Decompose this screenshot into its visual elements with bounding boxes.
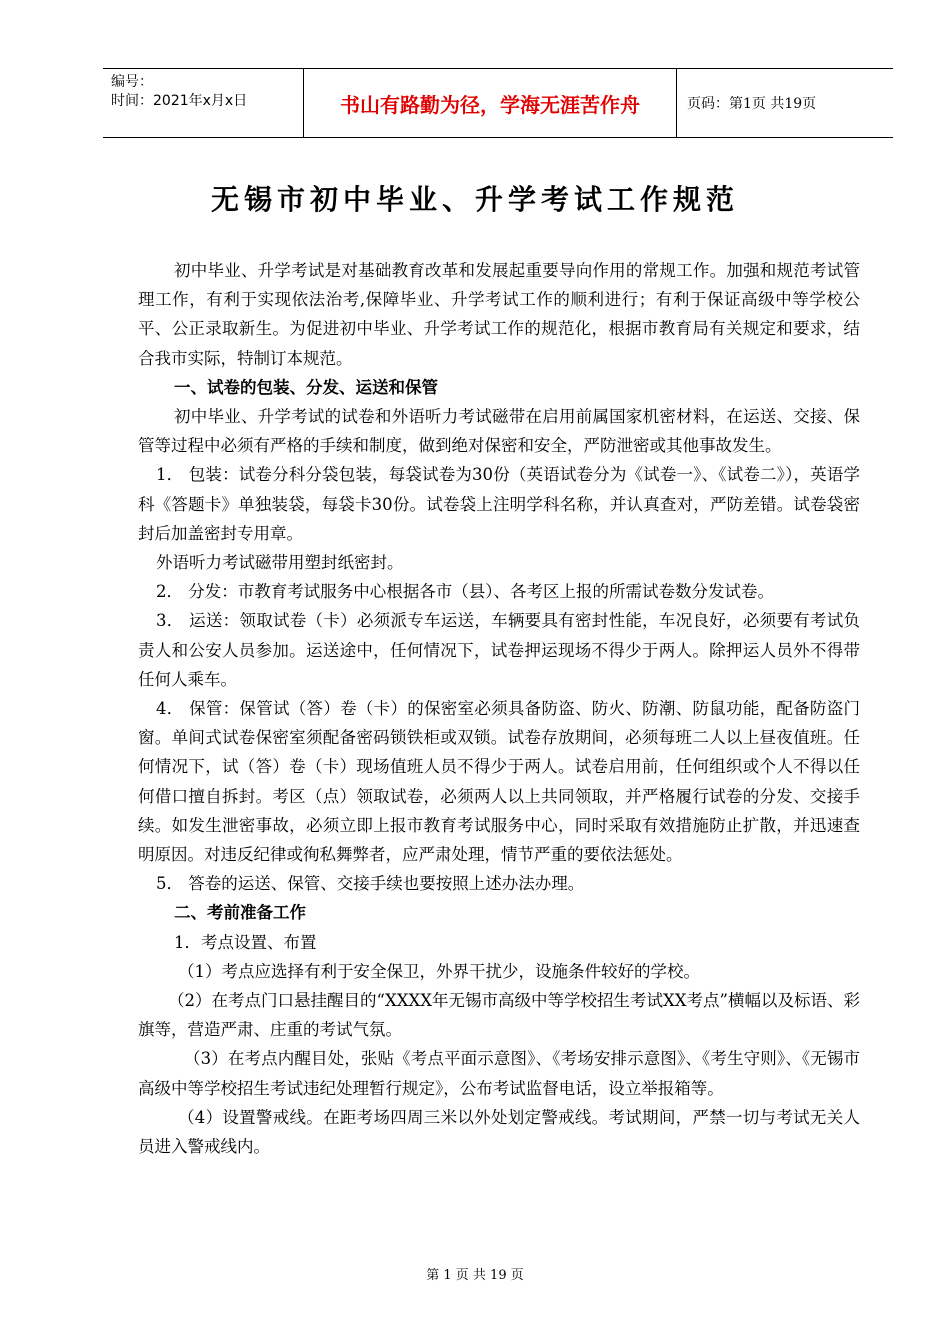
sub-item: （4）设置警戒线。在距考场四周三米以外处划定警戒线。考试期间，严禁一切与考试无关人员进入警戒线内。: [138, 1107, 860, 1157]
time-label: 时间：2021年x月x日: [111, 93, 248, 109]
document-title: 无锡市初中毕业、升学考试工作规范: [210, 183, 739, 216]
paragraph: 初中毕业、升学考试的试卷和外语听力考试磁带在启用前属国家机密材料，在运送、交接、保管等过程中必须有严格的手续和制度，做到绝对保密和安全，严防泄密或其他事故发生。: [138, 407, 860, 456]
numbered-item: 2． 分发：市教育考试服务中心根据各市（县）、各考区上报的所需试卷数分发试卷。: [156, 582, 774, 602]
numbered-item: 5． 答卷的运送、保管、交接手续也要按照上述办法办理。: [156, 874, 585, 894]
sub-item: （2）在考点门口悬挂醒目的“XXXX年无锡市高级中等学校招生考试XX考点”横幅以及标语、彩旗等，营造严肃、庄重的考试气氛。: [138, 991, 860, 1040]
page-footer: 第 1 页 共 19 页: [426, 1268, 524, 1283]
paragraph: 外语听力考试磁带用塑封纸密封。: [156, 553, 404, 573]
page-header: [103, 68, 893, 138]
sub-item: （3）在考点内醒目处，张贴《考点平面示意图》、《考场安排示意图》、《考生守则》、《无锡市高级中等学校招生考试违纪处理暂行规定》，公布考试监督电话，设立举报箱等。: [138, 1049, 860, 1098]
header-page-label: 页码：第1页 共19页: [687, 96, 817, 112]
numbered-item: 1． 包装：试卷分科分袋包装，每袋试卷为30份（英语试卷分为《试卷一》、《试卷二》），英语学科《答题卡》单独装袋，每袋卡30份。试卷袋上注明学科名称，并认真查对，严防差错。试卷袋密封后加盖密封专用章。: [138, 465, 860, 543]
sub-item: （1）考点应选择有利于安全保卫，外界干扰少，设施条件较好的学校。: [178, 961, 700, 981]
section-heading-2: 二、考前准备工作: [174, 903, 306, 923]
header-motto: 书山有路勤为径，学海无涯苦作舟: [303, 69, 677, 137]
numbered-item: 4． 保管：保管试（答）卷（卡）的保密室必须具备防盗、防火、防潮、防鼠功能，配备防盗门窗。单间式试卷保密室须配备密码锁铁柜或双锁。试卷存放期间，必须每班二人以上昼夜值班。任何情况下，试（答）卷（卡）现场值班人员不得少于两人。试卷启用前，任何组织或个人不得以任何借口擅自拆封。考区（点）领取试卷，必须两人以上共同领取，并严格履行试卷的分发、交接手续。如发生泄密事故，必须立即上报市教育考试服务中心，同时采取有效措施防止扩散，并迅速查明原因。对违反纪律或徇私舞弊者，应严肃处理，情节严重的要依法惩处。: [138, 699, 860, 865]
numbered-item: 3． 运送：领取试卷（卡）必须派专车运送，车辆要具有密封性能，车况良好，必须要有考试负责人和公安人员参加。运送途中，任何情况下，试卷押运现场不得少于两人。除押运人员外不得带任何人乘车。: [138, 611, 860, 689]
number-label: 编号：: [111, 74, 153, 90]
section-heading-1: 一、试卷的包装、分发、运送和保管: [174, 377, 438, 397]
intro-paragraph: 初中毕业、升学考试是对基础教育改革和发展起重要导向作用的常规工作。加强和规范考试管理工作，有利于实现依法治考,保障毕业、升学考试工作的顺利进行；有利于保证高级中等学校公平、公正录取新生。为促进初中毕业、升学考试工作的规范化，根据市教育局有关规定和要求，结合我市实际，特制订本规范。: [138, 261, 860, 368]
header-meta: [103, 69, 303, 137]
document-body: [138, 256, 860, 1161]
subsection-heading: 1．考点设置、布置: [174, 932, 317, 952]
